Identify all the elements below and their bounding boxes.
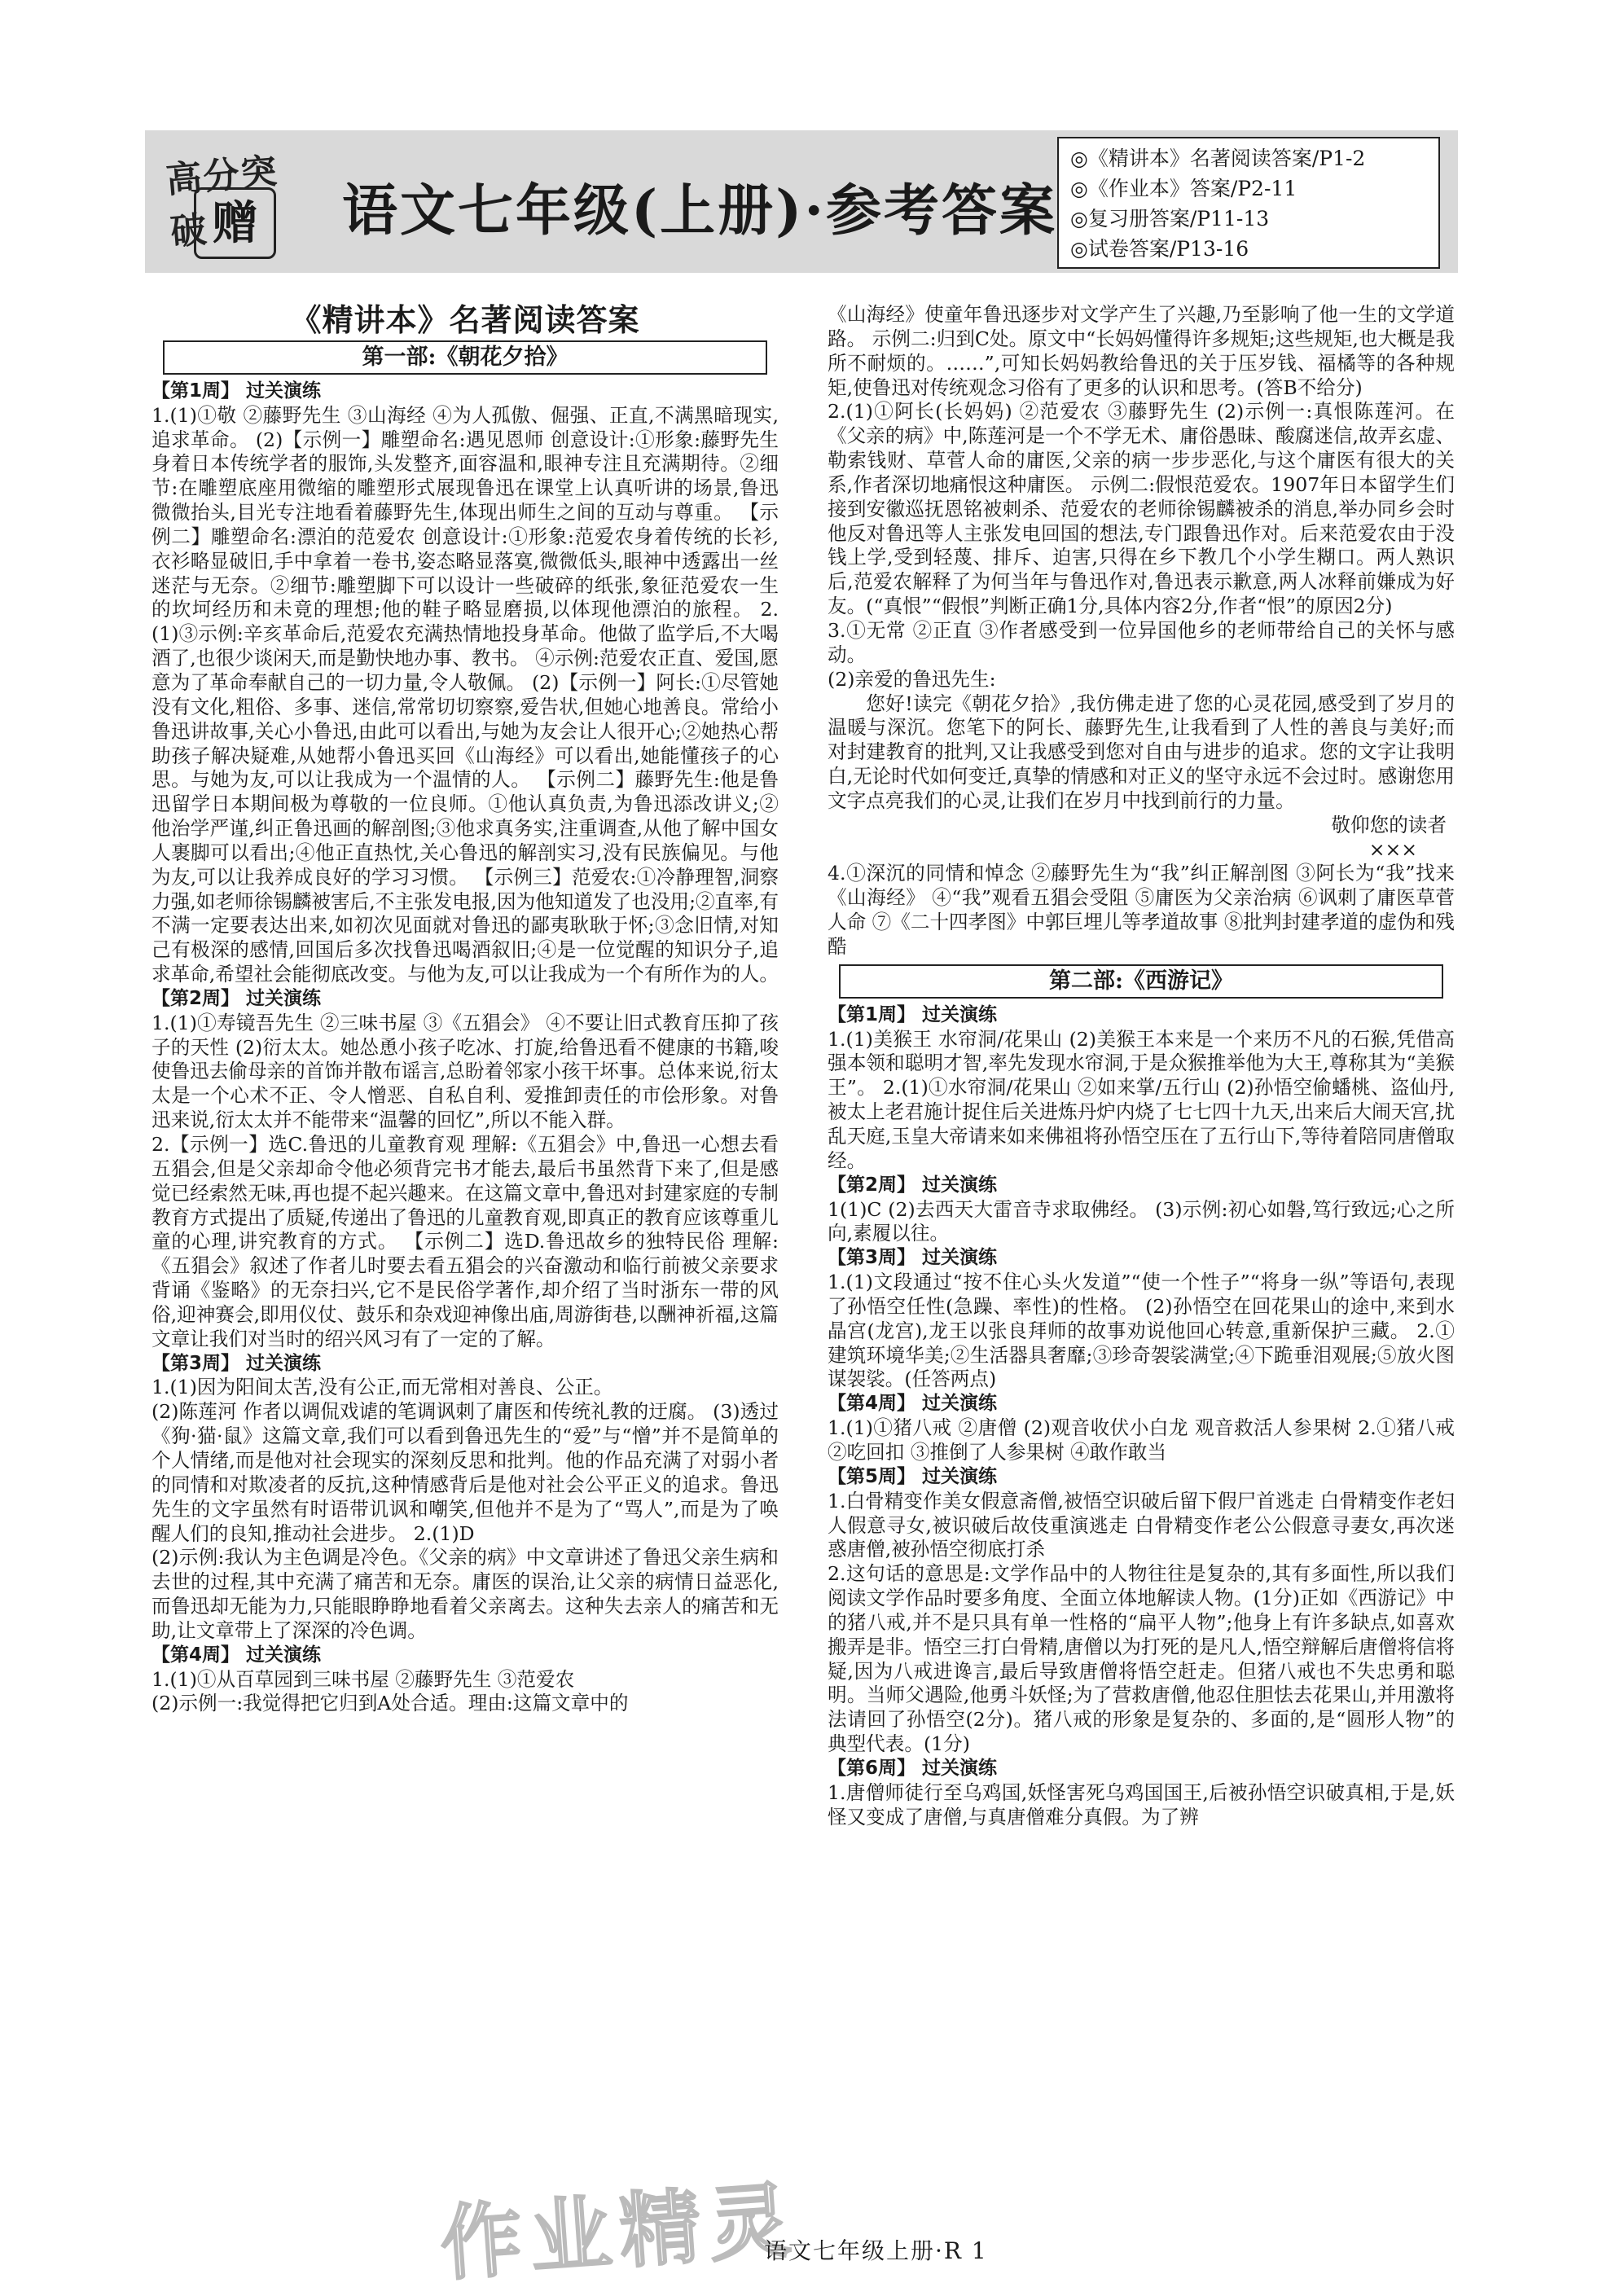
logo-gift-stamp: 赠 <box>194 187 276 259</box>
toc-item: ◎试卷答案/P13-16 <box>1070 237 1249 261</box>
week-heading: 【第5周】 过关演练 <box>828 1465 998 1487</box>
answer-paragraph: 1.(1)因为阳间太苦,没有公正,而无常相对善良、公正。 <box>151 1376 613 1399</box>
answer-paragraph: 2.【示例一】选C.鲁迅的儿童教育观 理解:《五猖会》中,鲁迅一心想去看五猖会,但是父亲却命令他必须背完书才能去,最后书虽然背下来了,但是感觉已经索然无味,再也提不起兴趣来。在这篇文章中,鲁迅对封建家庭的专制教育方式提出了质疑,传递出了鲁迅的儿童教育观,即真正的教育应该尊重儿童的心理,讲究教育的方式。 【示例二】选D.鲁迅故乡的独特民俗 理解:《五猖会》叙述了作者儿时要去看五猖会的兴奋激动和临行前被父亲要求背诵《鉴略》的无奈扫兴,它不是民俗学著作,却介绍了当时浙东一带的风俗,迎神赛会,即用仪仗、鼓乐和杂戏迎神像出庙,周游街巷,以酬神祈福,这篇文章让我们对当时的绍兴风习有了一定的了解。 <box>151 1133 779 1350</box>
answer-paragraph: 1(1)C (2)去西天大雷音寺求取佛经。 (3)示例:初心如磐,笃行致远;心之所向,素履以往。 <box>828 1197 1455 1245</box>
week-heading: 【第2周】 过关演练 <box>151 987 322 1009</box>
answer-paragraph: 1.(1)美猴王 水帘洞/花果山 (2)美猴王本来是一个来历不凡的石猴,凭借高强本领和聪明才智,率先发现水帘洞,于是众猴推举他为大王,尊称其为“美猴王”。 2.(1)①水帘洞/花果山 ②如来掌/五行山 (2)孙悟空偷蟠桃、盗仙丹,被太上老君施计捉住后关进炼丹炉内烧了七七四十九天,出来后大闹天宫,扰乱天庭,玉皇大帝请来如来佛祖将孙悟空压在了五行山下,等待着陪同唐僧取经。 <box>828 1027 1455 1172</box>
letter-signature-name: ××× <box>1368 837 1417 861</box>
answer-paragraph: 1.(1)①从百草园到三味书屋 ②藤野先生 ③范爱农 <box>151 1667 575 1691</box>
week-heading: 【第1周】 过关演练 <box>828 1003 998 1025</box>
part2-title: 第二部:《西游记》 <box>839 964 1443 999</box>
week-heading: 【第6周】 过关演练 <box>828 1757 998 1779</box>
right-column <box>828 303 1455 1829</box>
toc-item: ◎复习册答案/P11-13 <box>1070 207 1270 230</box>
week-heading: 【第3周】 过关演练 <box>828 1247 998 1269</box>
week-heading: 【第3周】 过关演练 <box>151 1352 322 1374</box>
logo <box>161 140 306 261</box>
answer-paragraph: (2)亲爱的鲁迅先生: <box>828 667 996 691</box>
toc-item: ◎《作业本》答案/P2-11 <box>1070 177 1297 200</box>
toc-item: ◎《精讲本》名著阅读答案/P1-2 <box>1070 147 1366 170</box>
part1-title: 第一部:《朝花夕拾》 <box>163 340 767 375</box>
page-title: 语文七年级(上册)·参考答案 <box>342 178 1058 244</box>
week-heading: 【第4周】 过关演练 <box>151 1644 322 1666</box>
letter-signature: 敬仰您的读者 <box>1331 813 1447 836</box>
answer-paragraph: 1.唐僧师徒行至乌鸡国,妖怪害死乌鸡国国王,后被孙悟空识破真相,于是,妖怪又变成了唐僧,与真唐僧难分真假。为了辨 <box>828 1780 1455 1828</box>
answer-paragraph: 3.①无常 ②正直 ③作者感受到一位异国他乡的老师带给自己的关怀与感动。 <box>828 618 1455 666</box>
left-column <box>151 303 779 1716</box>
answer-paragraph: 1.(1)①寿镜吾先生 ②三味书屋 ③《五猖会》 ④不要让旧式教育压抑了孩子的天性 (2)衍太太。她怂恿小孩子吃冰、打旋,给鲁迅看不健康的书籍,唆使鲁迅去偷母亲的首饰并散布谣言,总盼着邻家小孩干坏事。总体来说,衍太太是一个心术不正、令人憎恶、自私自利、爱推卸责任的市侩形象。对鲁迅来说,衍太太并不能带来“温馨的回忆”,所以不能入群。 <box>151 1011 779 1132</box>
week-heading: 【第2周】 过关演练 <box>828 1174 998 1196</box>
watermark: 作业精灵 <box>437 2171 802 2293</box>
answer-paragraph: (2)陈莲河 作者以调侃戏谑的笔调讽刺了庸医和传统礼教的迂腐。 (3)透过《狗·猫·鼠》这篇文章,我们可以看到鲁迅先生的“爱”与“憎”并不是简单的个人情绪,而是他对社会现实的深刻反思和批判。他的作品充满了对弱小者的同情和对欺凌者的反抗,这种情感背后是他对社会公平正义的追求。鲁迅先生的文字虽然有时语带讥讽和嘲笑,但他并不是为了“骂人”,而是为了唤醒人们的良知,推动社会进步。 2.(1)D <box>151 1400 779 1545</box>
page-footer: 语文七年级上册·R 1 <box>764 2237 988 2264</box>
section-title: 《精讲本》名著阅读答案 <box>290 301 640 338</box>
answer-paragraph: 2.(1)①阿长(长妈妈) ②范爱农 ③藤野先生 (2)示例一:真恨陈莲河。在《父亲的病》中,陈莲河是一个不学无术、庸俗愚昧、酸腐迷信,故弄玄虚、勒索钱财、草菅人命的庸医,父亲的病一步步恶化,与这个庸医有很大的关系,作者深切地痛恨这种庸医。 示例二:假恨范爱农。1907年日本留学生们接到安徽巡抚恩铭被刺杀、范爱农的老师徐锡麟被杀的消息,举办同乡会时他反对鲁迅等人主张发电回国的想法,专门跟鲁迅作对。后来范爱农由于没钱上学,受到轻蔑、排斥、迫害,只得在乡下教几个小学生糊口。两人熟识后,范爱农解释了为何当年与鲁迅作对,鲁迅表示歉意,两人冰释前嫌成为好友。(“真恨”“假恨”判断正确1分,具体内容2分,作者“恨”的原因2分) <box>828 400 1455 618</box>
answer-paragraph: 1.(1)文段通过“按不住心头火发道”“使一个性子”“将身一纵”等语句,表现了孙悟空任性(急躁、率性)的性格。 (2)孙悟空在回花果山的途中,来到水晶宫(龙宫),龙王以张良拜师的故事劝说他回心转意,重新保护三藏。 2.①建筑环境华美;②生活器具奢靡;③珍奇袈裟满堂;④下跪垂泪观展;⑤放火图谋袈裟。(任答两点) <box>828 1271 1455 1391</box>
answer-paragraph: 1.(1)①猪八戒 ②唐僧 (2)观音收伏小白龙 观音救活人参果树 2.①猪八戒 ②吃回扣 ③推倒了人参果树 ④敢作敢当 <box>828 1416 1455 1464</box>
answer-paragraph: 4.①深沉的同情和悼念 ②藤野先生为“我”纠正解剖图 ③阿长为“我”找来《山海经》 ④“我”观看五猖会受阻 ⑤庸医为父亲治病 ⑥讽刺了庸医草菅人命 ⑦《二十四孝图》中郭巨埋儿等孝道故事 ⑧批判封建孝道的虚伪和残酷 <box>828 862 1455 958</box>
answer-paragraph: (2)示例一:我觉得把它归到A处合适。理由:这篇文章中的 <box>151 1692 629 1715</box>
contents-box <box>1057 137 1440 269</box>
letter-body: 您好!读完《朝花夕拾》,我仿佛走进了您的心灵花园,感受到了岁月的温暖与深沉。您笔下的阿长、藤野先生,让我看到了人性的善良与美好;而对封建教育的批判,又让我感受到您对自由与进步的追求。您的文字让我明白,无论时代如何变迁,真挚的情感和对正义的坚守永远不会过时。感谢您用文字点亮我们的心灵,让我们在岁月中找到前行的力量。 <box>828 691 1455 812</box>
answer-paragraph: 1.白骨精变作美女假意斋僧,被悟空识破后留下假尸首逃走 白骨精变作老妇人假意寻女,被识破后故伎重演逃走 白骨精变作老公公假意寻妻女,再次迷惑唐僧,被孙悟空彻底打杀 <box>828 1489 1455 1561</box>
answer-paragraph: 《山海经》使童年鲁迅逐步对文学产生了兴趣,乃至影响了他一生的文学道路。 示例二:归到C处。原文中“长妈妈懂得许多规矩;这些规矩,也大概是我所不耐烦的。……”,可知长妈妈教给鲁迅的关于压岁钱、福橘等的各种规矩,使鲁迅对传统观念习俗有了更多的认识和思考。(答B不给分) <box>828 303 1455 399</box>
week-heading: 【第1周】 过关演练 <box>151 380 322 402</box>
answer-paragraph: (2)示例:我认为主色调是冷色。《父亲的病》中文章讲述了鲁迅父亲生病和去世的过程,其中充满了痛苦和无奈。庸医的误治,让父亲的病情日益恶化,而鲁迅却无能为力,只能眼睁睁地看着父亲离去。这种失去亲人的痛苦和无助,让文章带上了深深的冷色调。 <box>151 1546 779 1642</box>
logo-top-text: 高分突破 <box>164 150 280 254</box>
week-heading: 【第4周】 过关演练 <box>828 1393 998 1415</box>
answer-paragraph: 1.(1)①敬 ②藤野先生 ③山海经 ④为人孤傲、倔强、正直,不满黑暗现实,追求革命。 (2)【示例一】雕塑命名:遇见恩师 创意设计:①形象:藤野先生身着日本传统学者的服饰,头发整齐,面容温和,眼神专注且充满期待。②细节:在雕塑底座用微缩的雕塑形式展现鲁迅在课堂上认真听讲的场景,鲁迅微微抬头,目光专注地看着藤野先生,体现出师生之间的互动与尊重。 【示例二】雕塑命名:漂泊的范爱农 创意设计:①形象:范爱农身着传统的长衫,衣衫略显破旧,手中拿着一卷书,姿态略显落寞,微微低头,眼神中透露出一丝迷茫与无奈。②细节:雕塑脚下可以设计一些破碎的纸张,象征范爱农一生的坎坷经历和未竟的理想;他的鞋子略显磨损,以体现他漂泊的旅程。 2.(1)③示例:辛亥革命后,范爱农充满热情地投身革命。他做了监学后,不大喝酒了,也很少谈闲天,而是勤快地办事、教书。 ④示例:范爱农正直、爱国,愿意为了革命奉献自己的一切力量,令人敬佩。 (2)【示例一】阿长:①尽管她没有文化,粗俗、多事、迷信,常常切切察察,爱告状,但她心地善良。常给小鲁迅讲故事,关心小鲁迅,由此可以看出,与她为友会让人很开心;②她热心帮助孩子解决疑难,从她帮小鲁迅买回《山海经》可以看出,她能懂孩子的心思。与她为友,可以让我成为一个温情的人。 【示例二】藤野先生:他是鲁迅留学日本期间极为尊敬的一位良师。①他认真负责,为鲁迅添改讲义;②他治学严谨,纠正鲁迅画的解剖图;③他求真务实,注重调查,从他了解中国女人裹脚可以看出;④他正直热忱,关心鲁迅的解剖实习,没有民族偏见。与他为友,可以让我养成良好的学习习惯。 【示例三】范爱农:①冷静理智,洞察力强,如老师徐锡麟被害后,不主张发电报,因为他知道发了也没用;②直率,有不满一定要表达出来,如初次见面就对鲁迅的鄙夷耿耿于怀;③念旧情,对知己有极深的感情,回国后多次找鲁迅喝酒叙旧;④是一位觉醒的知识分子,追求革命,希望社会能彻底改变。与他为友,可以让我成为一个有所作为的人。 <box>151 403 779 986</box>
answer-paragraph: 2.这句话的意思是:文学作品中的人物往往是复杂的,其有多面性,所以我们阅读文学作品时要多角度、全面立体地解读人物。(1分)正如《西游记》中的猪八戒,并不是只具有单一性格的“扁平人物”;他身上有许多缺点,如喜欢搬弄是非。悟空三打白骨精,唐僧以为打死的是凡人,悟空辩解后唐僧将信将疑,因为八戒进谗言,最后导致唐僧将悟空赶走。但猪八戒也不失忠勇和聪明。当师父遇险,他勇斗妖怪;为了营救唐僧,他忍住胆怯去花果山,并用激将法请回了孙悟空(2分)。猪八戒的形象是复杂的、多面的,是“圆形人物”的典型代表。(1分) <box>828 1562 1455 1756</box>
